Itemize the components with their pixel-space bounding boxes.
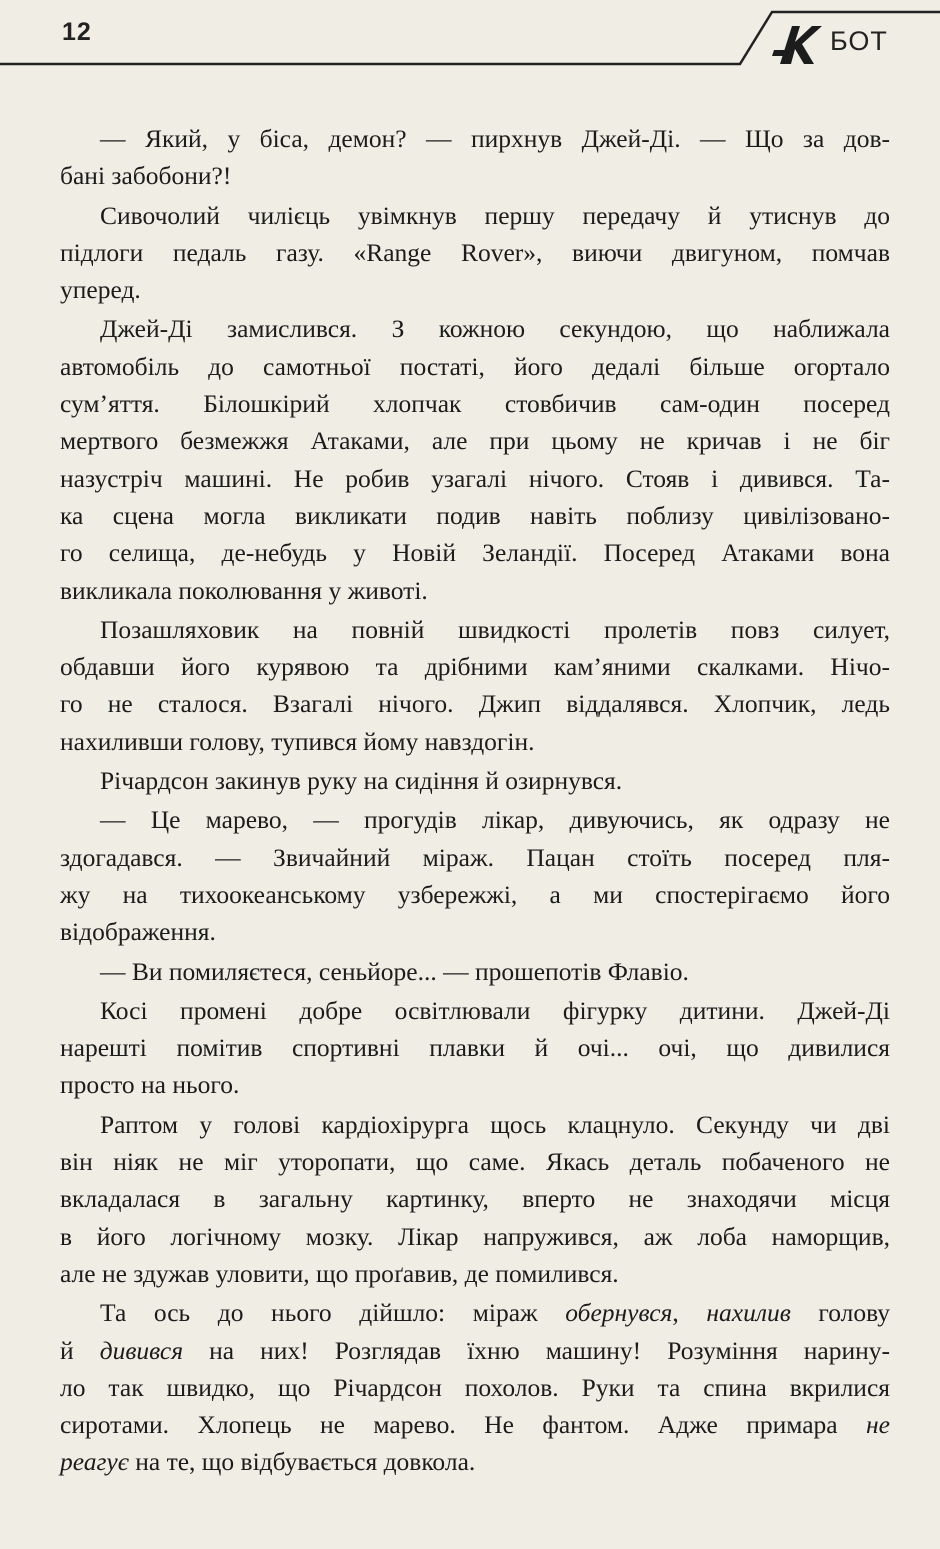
paragraph-2 [60,197,890,309]
text-line: ка сцена могла викликати подив навіть поблизу цивілізовано- [60,500,890,530]
text-line: ло так швидко, що Річардсон похолов. Руки та спина вкрилися [60,1372,890,1402]
text-line: Джей-Ді замислився. З кожною секундою, що наближала [100,314,890,344]
text-line: бані забобони?! [60,161,232,191]
italic-run: реагує [60,1447,129,1477]
text-line: назустріч машині. Не робив узагалі нічого. Стояв і дивився. Та- [60,463,890,493]
text-line: Косі промені добре освітлювали фігурку дитини. Джей-Ді [100,995,890,1025]
text-run: на те, що відбувається довкола. [128,1447,476,1477]
text-line: просто на нього. [60,1070,240,1100]
page-header [0,0,940,80]
text-line: автомобіль до самотньої постаті, його дедалі більше огортало [60,351,890,381]
text-line: він ніяк не міг уторопати, що саме. Якась деталь побаченого не [60,1147,890,1177]
text-line: але не здужав уловити, що проґавив, де помилився. [60,1258,619,1288]
text-line: Раптом у голові кардіохірурга щось клацнуло. Секунду чи дві [100,1109,890,1139]
paragraph-4 [60,611,890,760]
paragraph-3 [60,310,890,608]
text-line: — Який, у біса, демон? — пирхнув Джей-Ді. — Що за дов- [100,124,890,153]
text-line [60,1294,890,1331]
text-line: здогадався. — Звичайний міраж. Пацан стоїть посеред пля- [60,842,890,872]
text-line: жу на тихоокеанському узбережжі, а ми спостерігаємо його [60,879,890,909]
paragraph-7 [60,953,890,990]
text-line: викликала поколювання у животі. [60,575,428,605]
paragraph-5 [60,762,890,799]
text-run: сиротами. Хлопець не марево. Не фантом. Адже примара [60,1410,867,1440]
text-line: — Ви помиляєтеся, сеньйоре... — прошепотів Флавіо. [100,956,689,986]
series-title: БОТ [830,26,888,56]
italic-run: дивився [99,1335,184,1365]
italic-run: не [866,1410,890,1440]
text-line: відображення. [60,917,216,947]
text-line [60,1332,890,1369]
text-run: на них! Розглядав їхню машину! Розуміння нарину- [183,1335,890,1365]
text-line: Річардсон закинув руку на сидіння й озирнувся. [100,766,623,796]
italic-run: обернувся [565,1298,673,1328]
paragraph-10 [60,1294,890,1480]
text-line: підлоги педаль газу. «Range Rover», виючи двигуном, помчав [60,237,890,267]
text-line: нарешті помітив спортивні плавки й очі... очі, що дивилися [60,1033,890,1063]
text-line: в його логічному мозку. Лікар напружився, аж лоба наморщив, [60,1221,890,1251]
text-line: нахиливши голову, тупився йому навздогін. [60,726,535,756]
italic-run: нахилив [706,1298,791,1328]
text-line: вкладалася в загальну картинку, вперто не знаходячи місця [60,1184,890,1214]
text-line: — Це марево, — прогудів лікар, дивуючись, як одразу не [100,805,890,835]
paragraph-8 [60,992,890,1104]
text-line: Позашляховик на повній швидкості пролетів повз силует, [100,614,890,644]
text-run: , [672,1298,707,1328]
text-run: й [60,1335,100,1365]
text-line [60,1443,890,1480]
text-run: голову [790,1298,891,1328]
paragraph-6 [60,801,890,950]
stylized-k-logo-icon [770,20,826,68]
text-line: сум’яття. Білошкірий хлопчак стовбичив сам-один посеред [60,389,890,419]
body-text [60,120,890,1483]
text-line [60,1406,890,1443]
page-number: 12 [62,18,92,46]
paragraph-9 [60,1106,890,1292]
text-line: мертвого безмежжя Атаками, але при цьому не кричав і не біг [60,426,890,456]
text-line: уперед. [60,275,141,305]
paragraph-1 [60,120,890,195]
text-line: го селища, де-небудь у Новій Зеландії. Посеред Атаками вона [60,538,890,568]
text-line: го не сталося. Взагалі нічого. Джип віддалявся. Хлопчик, ледь [60,689,890,719]
text-line: Сивочолий чилієць увімкнув першу передачу й утиснув до [100,200,890,230]
text-run: Та ось до нього дійшло: міраж [100,1298,566,1328]
text-line: обдавши його курявою та дрібними кам’яними скалками. Нічо- [60,652,890,682]
